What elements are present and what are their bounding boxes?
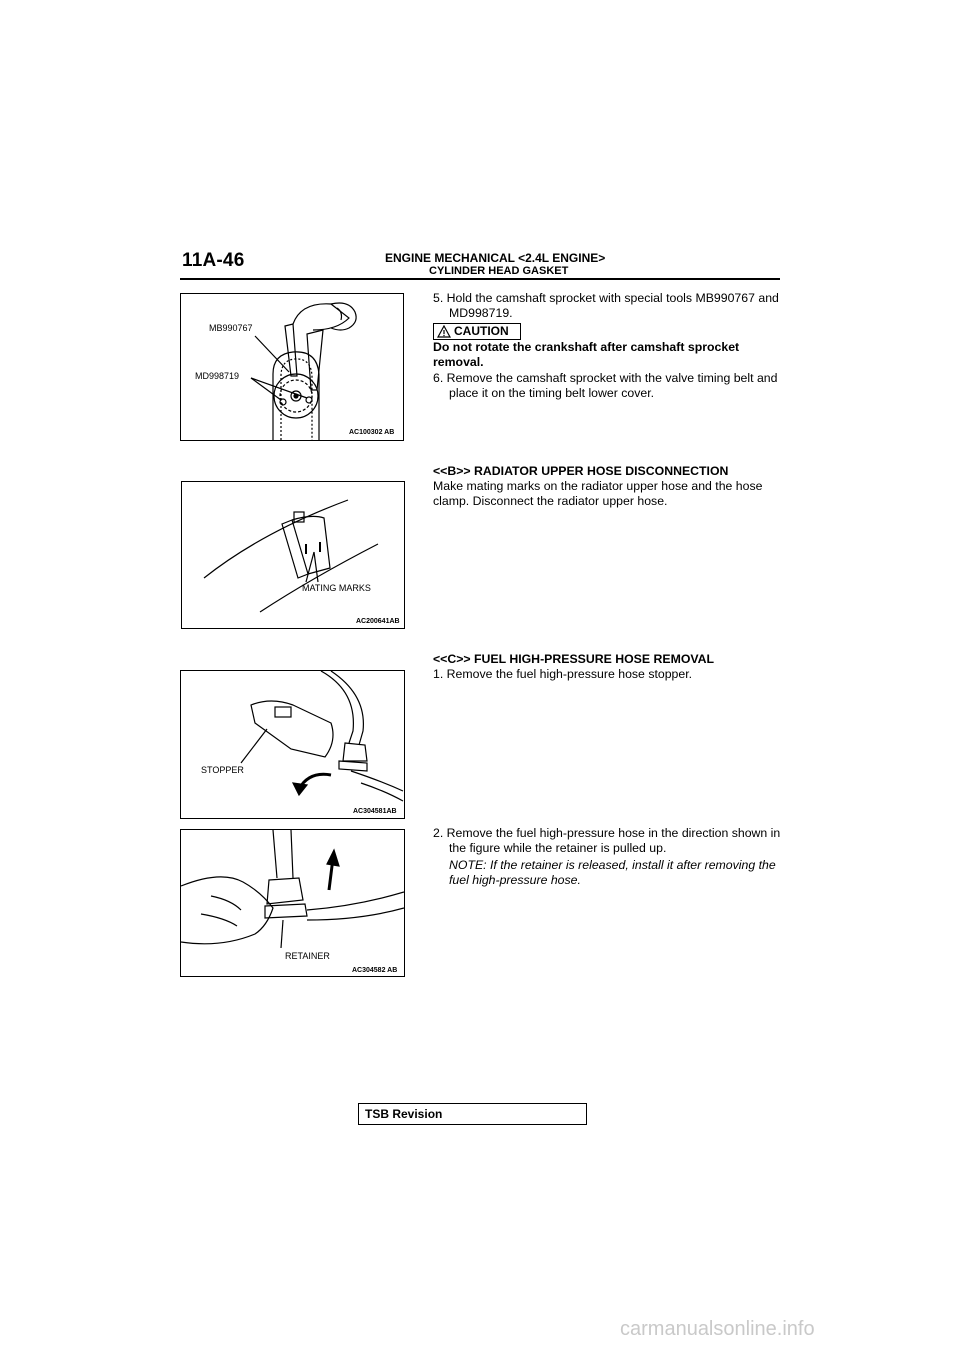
label-retainer: RETAINER (285, 951, 330, 961)
label-mb990767: MB990767 (209, 323, 253, 333)
section-subtitle: CYLINDER HEAD GASKET (429, 265, 569, 277)
step-6-text: 6. Remove the camshaft sprocket with the valve timing belt and place it on the timing belt lower cover. (433, 371, 778, 400)
step-5-text: 5. Hold the camshaft sprocket with special tools MB990767 and MD998719. (433, 291, 779, 320)
radiator-hose-text: Make mating marks on the radiator upper hose and the hose clamp. Disconnect the radiator upper hose. (433, 479, 763, 508)
figure-code: AC304582 AB (352, 967, 398, 974)
label-md998719: MD998719 (195, 371, 240, 381)
section-title: ENGINE MECHANICAL <2.4L ENGINE> (385, 251, 606, 265)
tsb-revision-label: TSB Revision (365, 1107, 443, 1121)
radiator-hose-illustration (182, 482, 404, 628)
figure-retainer (180, 829, 405, 977)
heading-fuel-hose: <<C>> FUEL HIGH-PRESSURE HOSE REMOVAL (433, 652, 715, 666)
tsb-revision-box (358, 1103, 587, 1125)
caution-box (433, 323, 521, 340)
camshaft-sprocket-illustration (181, 294, 403, 440)
warning-icon (437, 325, 451, 338)
label-mating-marks: MATING MARKS (302, 583, 371, 593)
watermark: carmanualsonline.info (620, 1318, 815, 1340)
note-text: NOTE: If the retainer is released, install it after removing the fuel high-pressure hose. (449, 858, 776, 887)
figure-code: AC200641AB (356, 618, 400, 625)
step-2-text: 2. Remove the fuel high-pressure hose in the direction shown in the figure while the retainer is pulled up. (433, 826, 781, 855)
caution-label: CAUTION (454, 324, 509, 338)
step-1-text: 1. Remove the fuel high-pressure hose stopper. (433, 667, 693, 681)
figure-radiator-hose (181, 481, 405, 629)
label-stopper: STOPPER (201, 765, 244, 775)
page-number: 11A-46 (182, 250, 245, 271)
caution-text: Do not rotate the crankshaft after camshaft sprocket removal. (433, 340, 740, 369)
heading-radiator-hose: <<B>> RADIATOR UPPER HOSE DISCONNECTION (433, 464, 729, 478)
hose-stopper-illustration (181, 671, 404, 818)
header-rule (180, 278, 780, 280)
figure-code: AC100302 AB (349, 429, 395, 436)
figure-camshaft-sprocket (180, 293, 404, 441)
figure-hose-stopper (180, 670, 405, 819)
figure-code: AC304581AB (353, 808, 397, 815)
